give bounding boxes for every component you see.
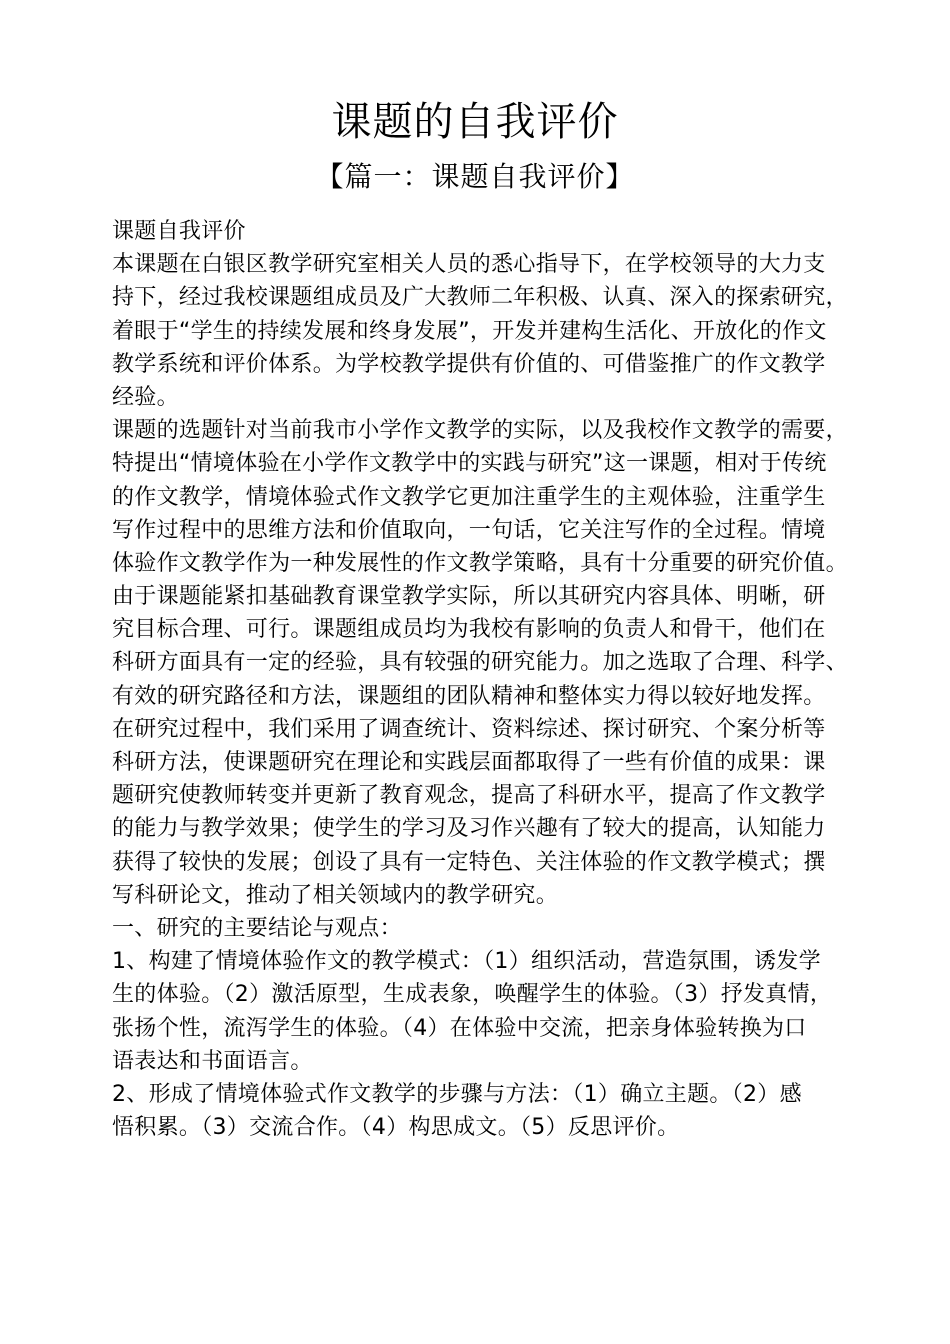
- text-line: 体验作文教学作为一种发展性的作文教学策略，具有十分重要的研究价值。: [112, 550, 848, 576]
- text-line: 的作文教学，情境体验式作文教学它更加注重学生的主观体验，注重学生: [112, 484, 826, 510]
- text-line: 有效的研究路径和方法，课题组的团队精神和整体实力得以较好地发挥。: [112, 683, 826, 709]
- text-line: 的能力与教学效果；使学生的学习及习作兴趣有了较大的提高，认知能力: [112, 816, 826, 842]
- text-line: 教学系统和评价体系。为学校教学提供有价值的、可借鉴推广的作文教学: [112, 351, 826, 377]
- text-line: 本课题在白银区教学研究室相关人员的悉心指导下，在学校领导的大力支: [112, 252, 826, 278]
- text-line: 着眼于“学生的持续发展和终身发展”，开发并建构生活化、开放化的作文: [112, 318, 827, 344]
- text-line: 1、构建了情境体验作文的教学模式：（1）组织活动，营造氛围，诱发学: [112, 949, 821, 975]
- text-line: 由于课题能紧扣基础教育课堂教学实际，所以其研究内容具体、明晰，研: [112, 584, 826, 610]
- text-line: 生的体验。（2）激活原型，生成表象，唤醒学生的体验。（3）抒发真情，: [112, 982, 833, 1008]
- text-line: 悟积累。（3）交流合作。（4）构思成文。（5）反思评价。: [112, 1115, 680, 1141]
- text-line: 张扬个性，流泻学生的体验。（4）在体验中交流，把亲身体验转换为口: [112, 1015, 807, 1041]
- text-line: 科研方法，使课题研究在理论和实践层面都取得了一些有价值的成果：课: [112, 750, 826, 775]
- text-line: 题研究使教师转变并更新了教育观念，提高了科研水平，提高了作文教学: [112, 783, 826, 809]
- text-line: 写作过程中的思维方法和价值取向，一句话，它关注写作的全过程。情境: [112, 517, 826, 543]
- text-line: 写科研论文，推动了相关领域内的教学研究。: [112, 882, 559, 908]
- page-title: 课题的自我评价: [331, 99, 619, 145]
- text-line: 语表达和书面语言。: [112, 1048, 313, 1074]
- text-line: 特提出“情境体验在小学作文教学中的实践与研究”这一课题，相对于传统: [112, 451, 827, 477]
- text-line: 在研究过程中，我们采用了调查统计、资料综述、探讨研究、个案分析等: [112, 716, 826, 742]
- text-line: 科研方面具有一定的经验，具有较强的研究能力。加之选取了合理、科学、: [112, 650, 848, 676]
- text-line: 究目标合理、可行。课题组成员均为我校有影响的负责人和骨干，他们在: [112, 617, 826, 643]
- body-text: [112, 215, 882, 1144]
- text-line: 一、研究的主要结论与观点：: [112, 915, 402, 941]
- text-line: 课题的选题针对当前我市小学作文教学的实际，以及我校作文教学的需要，: [112, 418, 848, 444]
- text-line: 2、形成了情境体验式作文教学的步骤与方法：（1）确立主题。（2）感: [112, 1081, 802, 1107]
- text-line: 经验。: [112, 384, 179, 410]
- text-line: 课题自我评价: [112, 219, 246, 244]
- text-line: 获得了较快的发展；创设了具有一定特色、关注体验的作文教学模式；撰: [112, 849, 826, 875]
- text-line: 持下，经过我校课题组成员及广大教师二年积极、认真、深入的探索研究，: [112, 285, 848, 311]
- section-heading: 【篇一：课题自我评价】: [315, 160, 635, 193]
